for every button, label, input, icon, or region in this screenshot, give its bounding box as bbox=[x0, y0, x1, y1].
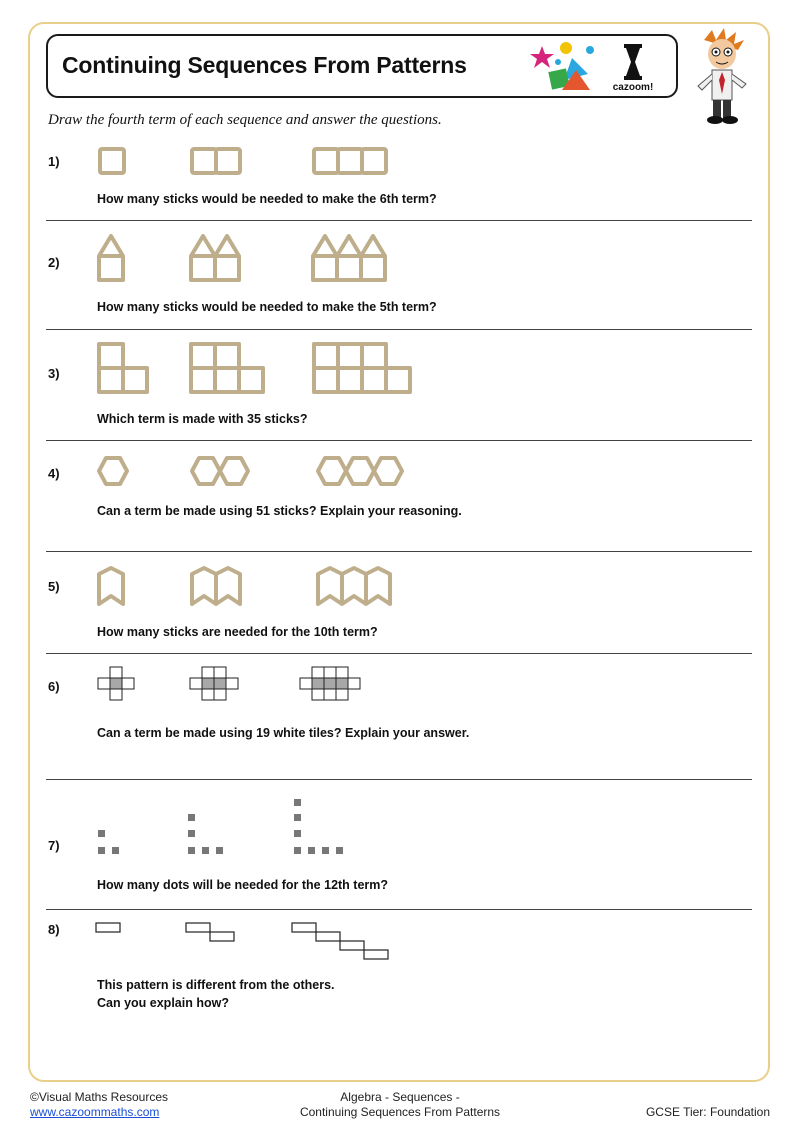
pattern-staircase-rectangles bbox=[94, 920, 404, 966]
tier-label: GCSE Tier: Foundation bbox=[645, 1105, 770, 1119]
question-text bbox=[97, 976, 335, 1012]
copyright: ©Visual Maths Resources bbox=[30, 1090, 169, 1104]
question-number: 3) bbox=[48, 366, 60, 381]
pattern-l-shapes bbox=[96, 340, 426, 400]
website-link[interactable]: www.cazoommaths.com bbox=[30, 1105, 160, 1119]
page-title: Continuing Sequences From Patterns bbox=[62, 52, 467, 78]
question-text: How many sticks would be needed to make the 5th term? bbox=[97, 300, 437, 314]
pattern-dots bbox=[94, 796, 394, 860]
question-number: 5) bbox=[48, 579, 60, 594]
divider bbox=[46, 440, 752, 441]
divider bbox=[46, 779, 752, 780]
instructions: Draw the fourth term of each sequence and answer the questions. bbox=[48, 112, 442, 128]
question-text-line: This pattern is different from the others. bbox=[97, 978, 335, 992]
question-text: How many sticks are needed for the 10th term? bbox=[97, 625, 378, 639]
divider bbox=[46, 329, 752, 330]
pattern-houses bbox=[96, 232, 416, 284]
question-number: 1) bbox=[48, 154, 60, 169]
question-number: 6) bbox=[48, 679, 60, 694]
professor-mascot-icon bbox=[690, 28, 754, 126]
footer-center bbox=[250, 1090, 550, 1120]
question-text: How many sticks would be needed to make the 6th term? bbox=[97, 192, 437, 206]
question-number: 4) bbox=[48, 466, 60, 481]
pattern-chevron-shapes bbox=[96, 564, 426, 610]
footer-left bbox=[30, 1090, 168, 1120]
pattern-tiles bbox=[96, 664, 396, 704]
divider bbox=[46, 220, 752, 221]
pattern-hexagons bbox=[96, 454, 426, 494]
cazoom-logo-text: cazoom! bbox=[612, 82, 654, 93]
question-number: 8) bbox=[48, 922, 60, 937]
topic-line: Algebra - Sequences - bbox=[340, 1090, 460, 1104]
divider bbox=[46, 653, 752, 654]
question-number: 7) bbox=[48, 838, 60, 853]
topic-line: Continuing Sequences From Patterns bbox=[299, 1105, 501, 1119]
question-text: Can a term be made using 51 sticks? Explain your reasoning. bbox=[97, 504, 462, 518]
divider bbox=[46, 551, 752, 552]
question-text: How many dots will be needed for the 12th term? bbox=[97, 878, 389, 892]
question-text-line: Can you explain how? bbox=[97, 996, 229, 1010]
question-text: Can a term be made using 19 white tiles? Explain your answer. bbox=[97, 726, 470, 740]
shapes-logo-icon bbox=[528, 40, 600, 96]
question-number: 2) bbox=[48, 255, 60, 270]
pattern-squares bbox=[96, 146, 416, 178]
divider bbox=[46, 909, 752, 910]
question-text: Which term is made with 35 sticks? bbox=[97, 412, 308, 426]
